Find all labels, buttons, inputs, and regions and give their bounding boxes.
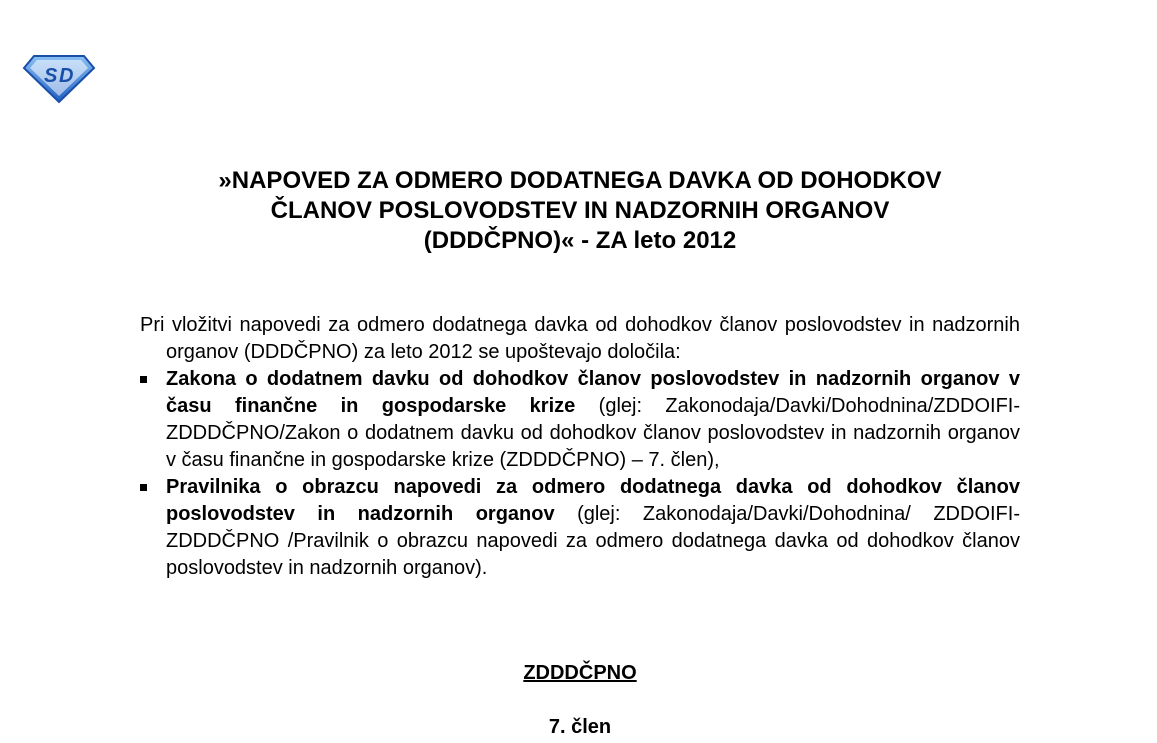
company-logo	[22, 52, 96, 104]
law-reference: (glej: Zakonodaja/Davki/Dohodnina/ZDDOIFI-ZDDDČPNO/Zakon o dodatnem davku od dohodkov članov poslovodstev in nadzornih organov v času finančne in gospodarske krize (ZDDDČPNO) – 7. člen),	[166, 395, 1021, 471]
svg-text:S: S	[44, 65, 58, 87]
law-name: Zakona o dodatnem davku od dohodkov članov poslovodstev in nadzornih organov v času finančne in gospodarske krize	[166, 368, 1020, 417]
rulebook-name: Pravilnika o obrazcu napovedi za odmero dodatnega davka od dohodkov članov poslovodstev in nadzornih organov	[166, 476, 1020, 525]
rulebook-reference: (glej: Zakonodaja/Davki/Dohodnina/ ZDDOIFI-ZDDDČPNO /Pravilnik o obrazcu napovedi za odmero dodatnega davka od dohodkov članov poslovodstev in nadzornih organov).	[166, 503, 1020, 579]
intro-paragraph: Pri vložitvi napovedi za odmero dodatnega davka od dohodkov članov poslovodstev in nadzornih organov (DDDČPNO) za leto 2012 se upoštevajo določila:	[140, 314, 1020, 363]
list-item	[140, 366, 1020, 474]
title-line-2: ČLANOV POSLOVODSTEV IN NADZORNIH ORGANOV	[270, 197, 890, 224]
section-heading: ZDDDČPNO	[523, 662, 637, 684]
list-item	[140, 474, 1020, 582]
document-title	[140, 166, 1020, 256]
article-heading: 7. člen	[548, 716, 612, 738]
bullet-square-icon	[140, 376, 147, 383]
svg-text:D: D	[59, 65, 74, 87]
regulation-list	[140, 366, 1020, 582]
bullet-square-icon	[140, 484, 147, 491]
title-line-3: (DDDČPNO)« - ZA leto 2012	[423, 227, 737, 254]
title-line-1: »NAPOVED ZA ODMERO DODATNEGA DAVKA OD DOHODKOV	[218, 167, 942, 194]
document-body	[140, 312, 1020, 582]
